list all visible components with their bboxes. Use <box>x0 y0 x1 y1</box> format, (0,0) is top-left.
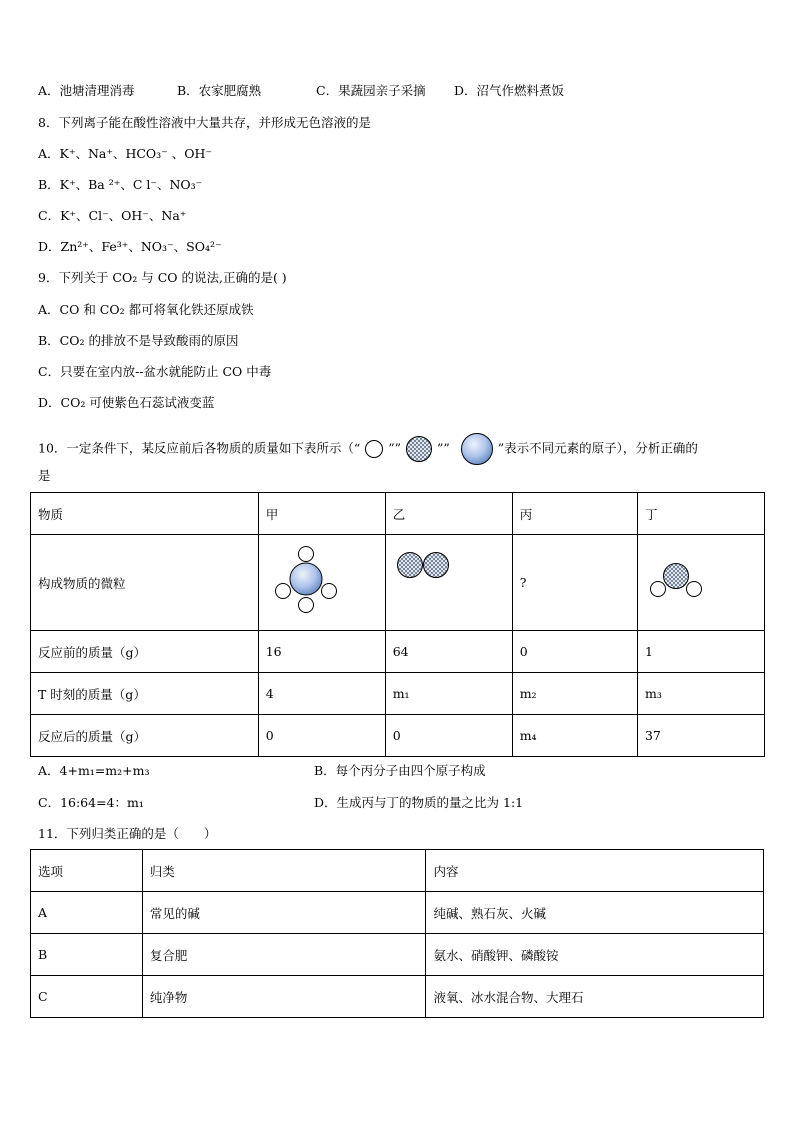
q10-stem-part1: 10．一定条件下，某反应前后各物质的质量如下表所示（“ <box>38 440 361 456</box>
table-row <box>31 892 764 934</box>
q10-header-cell: 丙 <box>512 493 637 535</box>
table-cell: 液氧、冰水混合物、大理石 <box>426 976 764 1018</box>
table-row <box>31 976 764 1018</box>
q7-option-b: B．农家肥腐熟 <box>177 83 262 98</box>
q10-header-row <box>31 493 765 535</box>
q9-stem: 9．下列关于 CO₂ 与 CO 的说法,正确的是( ) <box>38 270 287 285</box>
table-row <box>31 934 764 976</box>
table-cell: 纯碱、熟石灰、火碱 <box>426 892 764 934</box>
q7-options <box>38 83 564 99</box>
q10-stem <box>38 432 698 466</box>
q11-header-cell: 选项 <box>31 850 143 892</box>
table-cell: 反应后的质量（g） <box>31 715 259 757</box>
q11-header-row <box>31 850 764 892</box>
table-cell: 反应前的质量（g） <box>31 631 259 673</box>
table-cell: C <box>31 976 143 1018</box>
q11-stem: 11．下列归类正确的是（ ） <box>38 826 217 841</box>
table-row <box>31 631 765 673</box>
q7-option-a: A．池塘清理消毒 <box>38 83 135 98</box>
table-cell: 37 <box>637 715 764 757</box>
q10-stem-part4: ”表示不同元素的原子），分析正确的 <box>497 440 698 456</box>
q9-option-d: D．CO₂ 可使紫色石蕊试液变蓝 <box>38 395 215 410</box>
q10-option-a: A．4+m₁=m₂+m₃ <box>38 763 150 778</box>
q8-option-d: D．Zn²⁺、Fe³⁺、NO₃⁻、SO₄²⁻ <box>38 239 222 254</box>
table-cell: 1 <box>637 631 764 673</box>
blue-atom-icon <box>460 432 494 466</box>
q10-header-cell: 丁 <box>637 493 764 535</box>
q10-particle-jia <box>258 535 385 631</box>
table-cell: A <box>31 892 143 934</box>
q9-option-c: C．只要在室内放--盆水就能防止 CO 中毒 <box>38 364 272 379</box>
q8-stem: 8．下列离子能在酸性溶液中大量共存，并形成无色溶液的是 <box>38 115 371 130</box>
q10-particle-row <box>31 535 765 631</box>
jia-molecule-icon <box>259 535 385 627</box>
table-row <box>31 673 765 715</box>
q10-header-cell: 物质 <box>31 493 259 535</box>
q8-option-a: A．K⁺、Na⁺、HCO₃⁻ 、OH⁻ <box>38 146 212 161</box>
table-cell: 0 <box>385 715 512 757</box>
q11-header-cell: 内容 <box>426 850 764 892</box>
q8-option-c: C．K⁺、Cl⁻、OH⁻、Na⁺ <box>38 208 187 223</box>
q10-option-b: B．每个丙分子由四个原子构成 <box>314 763 486 778</box>
hatched-atom-icon <box>405 435 433 463</box>
table-cell: 纯净物 <box>142 976 426 1018</box>
q7-option-c: C．果蔬园亲子采摘 <box>316 83 426 98</box>
q9-option-a: A．CO 和 CO₂ 都可将氧化铁还原成铁 <box>38 302 254 317</box>
table-cell: m₁ <box>385 673 512 715</box>
q10-particle-label: 构成物质的微粒 <box>31 535 259 631</box>
q10-particle-yi <box>385 535 512 631</box>
yi-molecule-icon <box>386 535 512 595</box>
table-cell: 氨水、硝酸钾、磷酸铵 <box>426 934 764 976</box>
table-cell: B <box>31 934 143 976</box>
q10-stem-cont: 是 <box>38 468 51 483</box>
table-cell: m₄ <box>512 715 637 757</box>
table-cell: m₃ <box>637 673 764 715</box>
q10-stem-part3: ”” <box>437 440 450 456</box>
q11-header-cell: 归类 <box>142 850 426 892</box>
q7-option-d: D．沼气作燃料煮饭 <box>454 83 565 98</box>
table-cell: 64 <box>385 631 512 673</box>
q10-header-cell: 乙 <box>385 493 512 535</box>
ding-molecule-icon <box>638 535 764 627</box>
q10-particle-ding <box>637 535 764 631</box>
q10-option-c: C．16:64=4：m₁ <box>38 795 144 810</box>
table-cell: m₂ <box>512 673 637 715</box>
table-cell: 复合肥 <box>142 934 426 976</box>
q10-table <box>30 492 765 757</box>
q10-stem-part2: ”” <box>388 440 402 456</box>
table-row <box>31 715 765 757</box>
q10-header-cell: 甲 <box>258 493 385 535</box>
table-cell: 0 <box>258 715 385 757</box>
table-cell: 16 <box>258 631 385 673</box>
table-cell: T 时刻的质量（g） <box>31 673 259 715</box>
q11-table <box>30 849 764 1018</box>
table-cell: 常见的碱 <box>142 892 426 934</box>
q10-particle-bing: ? <box>512 535 637 631</box>
q9-option-b: B．CO₂ 的排放不是导致酸雨的原因 <box>38 333 239 348</box>
white-atom-icon <box>364 439 384 459</box>
table-cell: 4 <box>258 673 385 715</box>
q10-option-d: D．生成丙与丁的物质的量之比为 1:1 <box>314 795 524 810</box>
q8-option-b: B．K⁺、Ba ²⁺、C l⁻、NO₃⁻ <box>38 177 203 192</box>
table-cell: 0 <box>512 631 637 673</box>
